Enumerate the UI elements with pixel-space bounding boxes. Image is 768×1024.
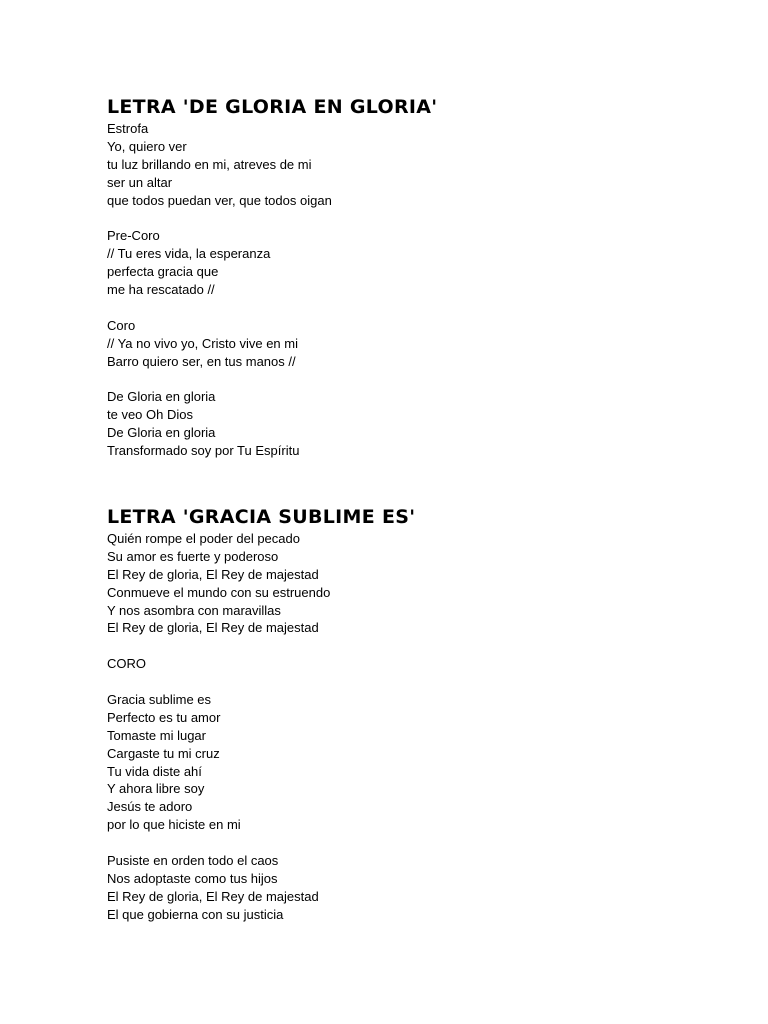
lyric-line: ser un altar bbox=[107, 174, 173, 190]
stanza-break bbox=[107, 370, 707, 388]
lyric-line: Estrofa bbox=[107, 121, 149, 136]
lyric-line: El Rey de gloria, El Rey de majestad bbox=[107, 888, 319, 904]
lyric-line: De Gloria en gloria bbox=[107, 425, 216, 441]
lyric-line: Pre-Coro bbox=[107, 228, 160, 244]
lyric-line: tu luz brillando en mi, atreves de mi bbox=[107, 156, 312, 172]
lyric-line: Perfecto es tu amor bbox=[107, 709, 221, 725]
lyric-line: Conmueve el mundo con su estruendo bbox=[107, 584, 331, 600]
lyric-line: El Rey de gloria, El Rey de majestad bbox=[107, 620, 319, 636]
lyric-line: por lo que hiciste en mi bbox=[107, 817, 241, 833]
lyric-line: Y nos asombra con maravillas bbox=[107, 602, 281, 618]
lyric-line: Yo, quiero ver bbox=[107, 138, 187, 154]
lyric-line: Jesús te adoro bbox=[107, 799, 193, 815]
lyric-line: CORO bbox=[107, 656, 146, 672]
lyric-line: Nos adoptaste como tus hijos bbox=[107, 870, 278, 886]
lyric-line: // Ya no vivo yo, Cristo vive en mi bbox=[107, 335, 298, 351]
lyric-line: Y ahora libre soy bbox=[107, 781, 205, 797]
lyric-line: Cargaste tu mi cruz bbox=[107, 745, 220, 761]
lyric-line: El Rey de gloria, El Rey de majestad bbox=[107, 566, 319, 582]
lyric-line: Coro bbox=[107, 317, 136, 333]
lyric-line: perfecta gracia que bbox=[107, 264, 219, 280]
lyric-line: que todos puedan ver, que todos oigan bbox=[107, 192, 332, 208]
song-lyrics bbox=[107, 530, 707, 924]
lyric-line: Gracia sublime es bbox=[107, 692, 212, 708]
song-title: LETRA 'DE GLORIA EN GLORIA' bbox=[107, 96, 438, 118]
lyric-line: Su amor es fuerte y poderoso bbox=[107, 548, 279, 564]
stanza-break bbox=[107, 834, 707, 852]
lyric-line: Pusiste en orden todo el caos bbox=[107, 853, 279, 869]
song-section-gracia-sublime-es bbox=[107, 504, 707, 924]
song-section-de-gloria-en-gloria bbox=[107, 94, 707, 460]
lyric-line: me ha rescatado // bbox=[107, 282, 215, 298]
lyric-line: De Gloria en gloria bbox=[107, 389, 216, 405]
lyric-line: Tu vida diste ahí bbox=[107, 763, 202, 779]
song-title: LETRA 'GRACIA SUBLIME ES' bbox=[107, 506, 416, 528]
lyric-line: Tomaste mi lugar bbox=[107, 727, 206, 743]
stanza-break bbox=[107, 299, 707, 317]
stanza-break bbox=[107, 673, 707, 691]
lyric-line: Transformado soy por Tu Espíritu bbox=[107, 443, 300, 459]
stanza-break bbox=[107, 209, 707, 227]
lyric-line: te veo Oh Dios bbox=[107, 407, 193, 423]
stanza-break bbox=[107, 637, 707, 655]
lyric-line: El que gobierna con su justicia bbox=[107, 906, 284, 922]
lyric-line: // Tu eres vida, la esperanza bbox=[107, 246, 271, 262]
song-lyrics bbox=[107, 120, 707, 460]
lyric-line: Barro quiero ser, en tus manos // bbox=[107, 353, 296, 369]
lyric-line: Quién rompe el poder del pecado bbox=[107, 531, 300, 546]
